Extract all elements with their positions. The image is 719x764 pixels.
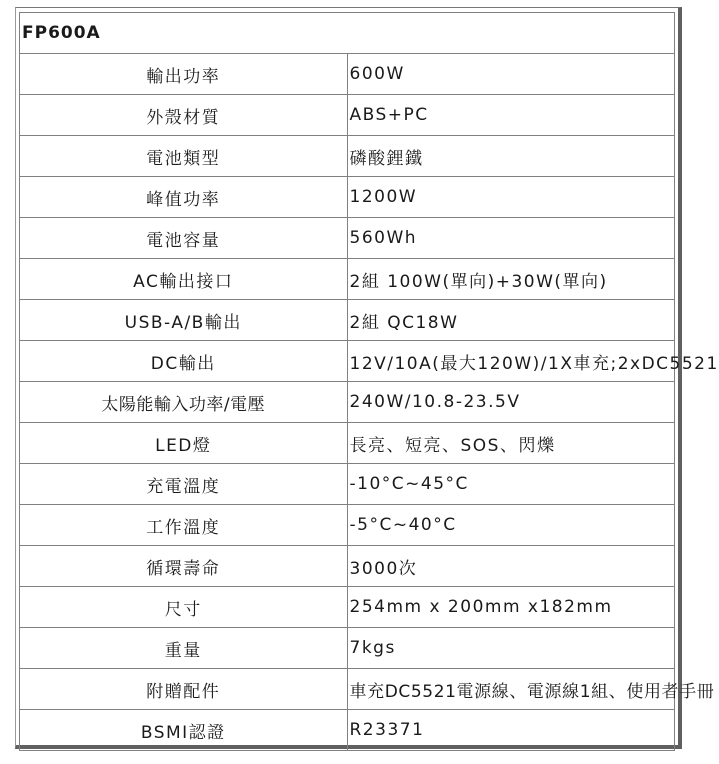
- row-label: BSMI認證: [20, 710, 348, 751]
- row-value: 磷酸鋰鐵: [347, 136, 675, 177]
- row-label: USB-A/B輸出: [20, 300, 348, 341]
- spec-table: [19, 12, 719, 751]
- table-row: [20, 587, 675, 628]
- product-title: FP600A: [20, 13, 675, 54]
- row-label: 附贈配件: [20, 669, 348, 710]
- row-label: 工作溫度: [20, 505, 348, 546]
- table-row: [20, 341, 675, 382]
- row-value: 車充DC5521電源線、電源線1組、使用者手冊: [347, 669, 675, 710]
- table-row: [20, 136, 675, 177]
- table-row: [20, 628, 675, 669]
- row-label: AC輸出接口: [20, 259, 348, 300]
- table-row: [20, 423, 675, 464]
- table-row: [20, 95, 675, 136]
- row-value: ABS+PC: [347, 95, 675, 136]
- row-label: 循環壽命: [20, 546, 348, 587]
- table-row: [20, 218, 675, 259]
- row-value: 2組 100W(單向)+30W(單向): [347, 259, 675, 300]
- row-value: 7kgs: [347, 628, 675, 669]
- table-row: [20, 54, 675, 95]
- row-value: 560Wh: [347, 218, 675, 259]
- table-row: [20, 669, 675, 710]
- row-value: 1200W: [347, 177, 675, 218]
- row-value: 240W/10.8-23.5V: [347, 382, 675, 423]
- row-label: 輸出功率: [20, 54, 348, 95]
- table-row: [20, 300, 675, 341]
- row-label: 充電溫度: [20, 464, 348, 505]
- table-row: [20, 710, 675, 751]
- row-label: DC輸出: [20, 341, 348, 382]
- row-label: 電池容量: [20, 218, 348, 259]
- spec-table-frame: [15, 7, 719, 749]
- row-value: 3000次: [347, 546, 675, 587]
- row-label: LED燈: [20, 423, 348, 464]
- table-row: [20, 382, 675, 423]
- row-value: R23371: [347, 710, 675, 751]
- row-label: 重量: [20, 628, 348, 669]
- table-title-row: [20, 13, 675, 54]
- row-value: 12V/10A(最大120W)/1X車充;2xDC5521: [347, 341, 675, 382]
- table-row: [20, 464, 675, 505]
- row-value: 2組 QC18W: [347, 300, 675, 341]
- table-row: [20, 177, 675, 218]
- row-label: 電池類型: [20, 136, 348, 177]
- row-label: 尺寸: [20, 587, 348, 628]
- row-value: 長亮、短亮、SOS、閃爍: [347, 423, 675, 464]
- table-row: [20, 505, 675, 546]
- row-value: 600W: [347, 54, 675, 95]
- row-label: 外殼材質: [20, 95, 348, 136]
- row-label: 太陽能輸入功率/電壓: [20, 382, 348, 423]
- row-value: -10°C~45°C: [347, 464, 675, 505]
- row-value: -5°C~40°C: [347, 505, 675, 546]
- row-value: 254mm x 200mm x182mm: [347, 587, 675, 628]
- table-row: [20, 259, 675, 300]
- table-row: [20, 546, 675, 587]
- row-label: 峰值功率: [20, 177, 348, 218]
